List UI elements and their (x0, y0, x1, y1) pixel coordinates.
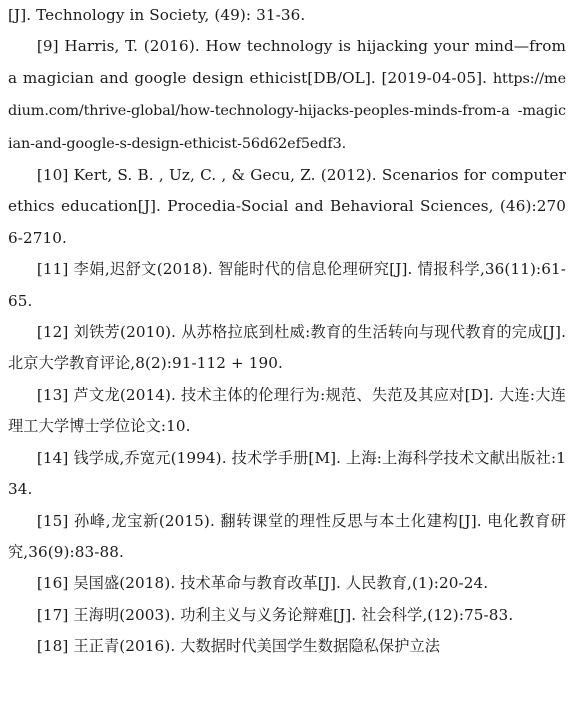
reference-text: [10] Kert, S. B. , Uz, C. , & Gecu, Z. (2012). Scenarios for computer ethics education[J]. Procedia-Social and Behavioral Sciences, (46):2706-2710. (8, 166, 566, 247)
reference-entry (8, 254, 566, 317)
reference-entry (8, 160, 566, 254)
reference-entry (8, 600, 566, 631)
reference-list (8, 0, 566, 663)
reference-text: [15] 孙峰,龙宝新(2015). 翻转课堂的理性反思与本土化建构[J]. 电化教育研究,36(9):83-88. (8, 511, 566, 561)
reference-entry (8, 0, 566, 31)
reference-entry (8, 568, 566, 599)
reference-text: [9] Harris, T. (2016). How technology is hijacking your mind—from a magician and google design ethicist[DB/OL]. [2019-04-05]. (8, 37, 566, 87)
reference-entry (8, 317, 566, 380)
reference-entry (8, 631, 566, 662)
reference-text: [18] 王正青(2016). 大数据时代美国学生数据隐私保护立法 (36, 637, 441, 656)
reference-entry (8, 506, 566, 569)
reference-entry (8, 380, 566, 443)
reference-entry (8, 31, 566, 160)
reference-text: [17] 王海明(2003). 功利主义与义务论辩难[J]. 社会科学,(12):75-83. (36, 605, 514, 624)
reference-text: [12] 刘铁芳(2010). 从苏格拉底到杜威:教育的生活转向与现代教育的完成[J]. 北京大学教育评论,8(2):91-112 + 190. (8, 323, 566, 373)
reference-text: [16] 吴国盛(2018). 技术革命与教育改革[J]. 人民教育,(1):20-24. (36, 574, 489, 593)
reference-entry (8, 443, 566, 506)
reference-text: [11] 李娟,迟舒文(2018). 智能时代的信息伦理研究[J]. 情报科学,36(11):61-65. (8, 260, 566, 310)
reference-text: [14] 钱学成,乔宽元(1994). 技术学手册[M]. 上海:上海科学技术文献出版社:134. (8, 448, 566, 499)
reference-text: [J]. Technology in Society, (49): 31-36. (8, 6, 306, 24)
reference-text: [13] 芦文龙(2014). 技术主体的伦理行为:规范、失范及其应对[D]. 大连:大连理工大学博士学位论文:10. (8, 385, 566, 436)
reference-url[interactable]: https://medium.com/thrive-global/how-technology-hijacks-peoples-minds-from-a -magician-and-google-s-design-ethicist-56d62ef5edf3. (8, 70, 566, 152)
